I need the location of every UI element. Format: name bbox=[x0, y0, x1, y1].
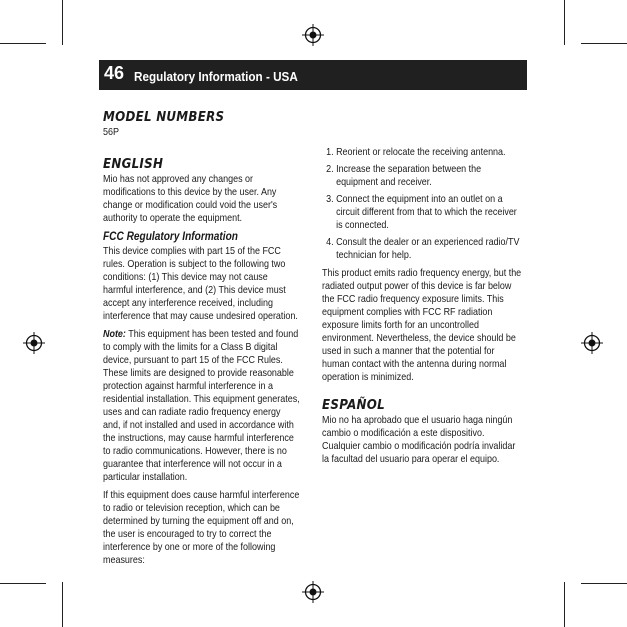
registration-mark-icon bbox=[581, 332, 603, 354]
crop-mark bbox=[0, 43, 46, 44]
fcc-note bbox=[103, 328, 300, 484]
crop-mark bbox=[0, 583, 46, 584]
registration-mark-icon bbox=[302, 24, 324, 46]
list-item: 4. Consult the dealer or an experienced radio/TV technician for help. bbox=[336, 236, 523, 262]
note-text: This equipment has been tested and found to comply with the limits for a Class B digital device, pursuant to part 15 of the FCC Rules. These limits are designed to provide reasonable protection against harmful interference in a residential installation. This equipment generates, uses and can radiate radio frequency energy and, if not installed and used in accordance with the instructions, may cause harmful interference to radio communications. However, there is no guarantee that interference will not occur in a particular installation. bbox=[103, 329, 300, 483]
fcc-paragraph-3: If this equipment does cause harmful interference to radio or television reception, which can be determined by turning the equipment off and on, the user is encouraged to try to correct the interference by one or more of the following measures: bbox=[103, 490, 300, 566]
rf-exposure-paragraph: This product emits radio frequency energy, but the radiated output power of this device is far below the FCC radio frequency exposure limits. This equipment complies with FCC RF radiation exposure limits forth for an uncontrolled environment. Nevertheless, the device should be used in such a manner that the potential for human contact with the antenna during normal operation is minimized. bbox=[322, 268, 522, 383]
registration-mark-icon bbox=[302, 581, 324, 603]
page-title: Regulatory Information - USA bbox=[134, 69, 298, 84]
page-header bbox=[99, 60, 527, 90]
fcc-paragraph-1: This device complies with part 15 of the FCC rules. Operation is subject to the following two conditions: (1) This device may not cause harmful interference, and (2) This device must accept any interference received, including interference that may cause undesired operation. bbox=[103, 246, 298, 322]
fcc-heading: FCC Regulatory Information bbox=[103, 231, 238, 243]
crop-mark bbox=[564, 582, 565, 627]
model-numbers-heading: MODEL NUMBERS bbox=[103, 109, 225, 125]
list-item: 2. Increase the separation between the equipment and receiver. bbox=[336, 163, 523, 189]
left-column bbox=[103, 110, 300, 572]
crop-mark bbox=[62, 582, 63, 627]
english-heading: ENGLISH bbox=[103, 156, 164, 172]
right-column bbox=[322, 146, 523, 471]
crop-mark bbox=[581, 583, 627, 584]
crop-mark bbox=[62, 0, 63, 45]
registration-mark-icon bbox=[23, 332, 45, 354]
measures-list bbox=[322, 146, 523, 262]
spanish-heading: ESPAÑOL bbox=[322, 397, 385, 413]
spanish-paragraph: Mio no ha aprobado que el usuario haga ningún cambio o modificación a este dispositivo. Cualquier cambio o modificación podría invalidar la facultad del usuario para operar el equipo. bbox=[322, 415, 516, 465]
page-number: 46 bbox=[104, 63, 125, 83]
list-item: 3. Connect the equipment into an outlet on a circuit different from that to which the receiver is connected. bbox=[336, 193, 523, 232]
english-intro: Mio has not approved any changes or modifications to this device by the user. Any change or modification could void the user's authority to operate the equipment. bbox=[103, 174, 278, 224]
model-number-value: 56P bbox=[103, 127, 119, 138]
crop-mark bbox=[564, 0, 565, 45]
crop-mark bbox=[581, 43, 627, 44]
list-item: 1. Reorient or relocate the receiving antenna. bbox=[336, 146, 523, 159]
note-label: Note: bbox=[103, 329, 126, 340]
